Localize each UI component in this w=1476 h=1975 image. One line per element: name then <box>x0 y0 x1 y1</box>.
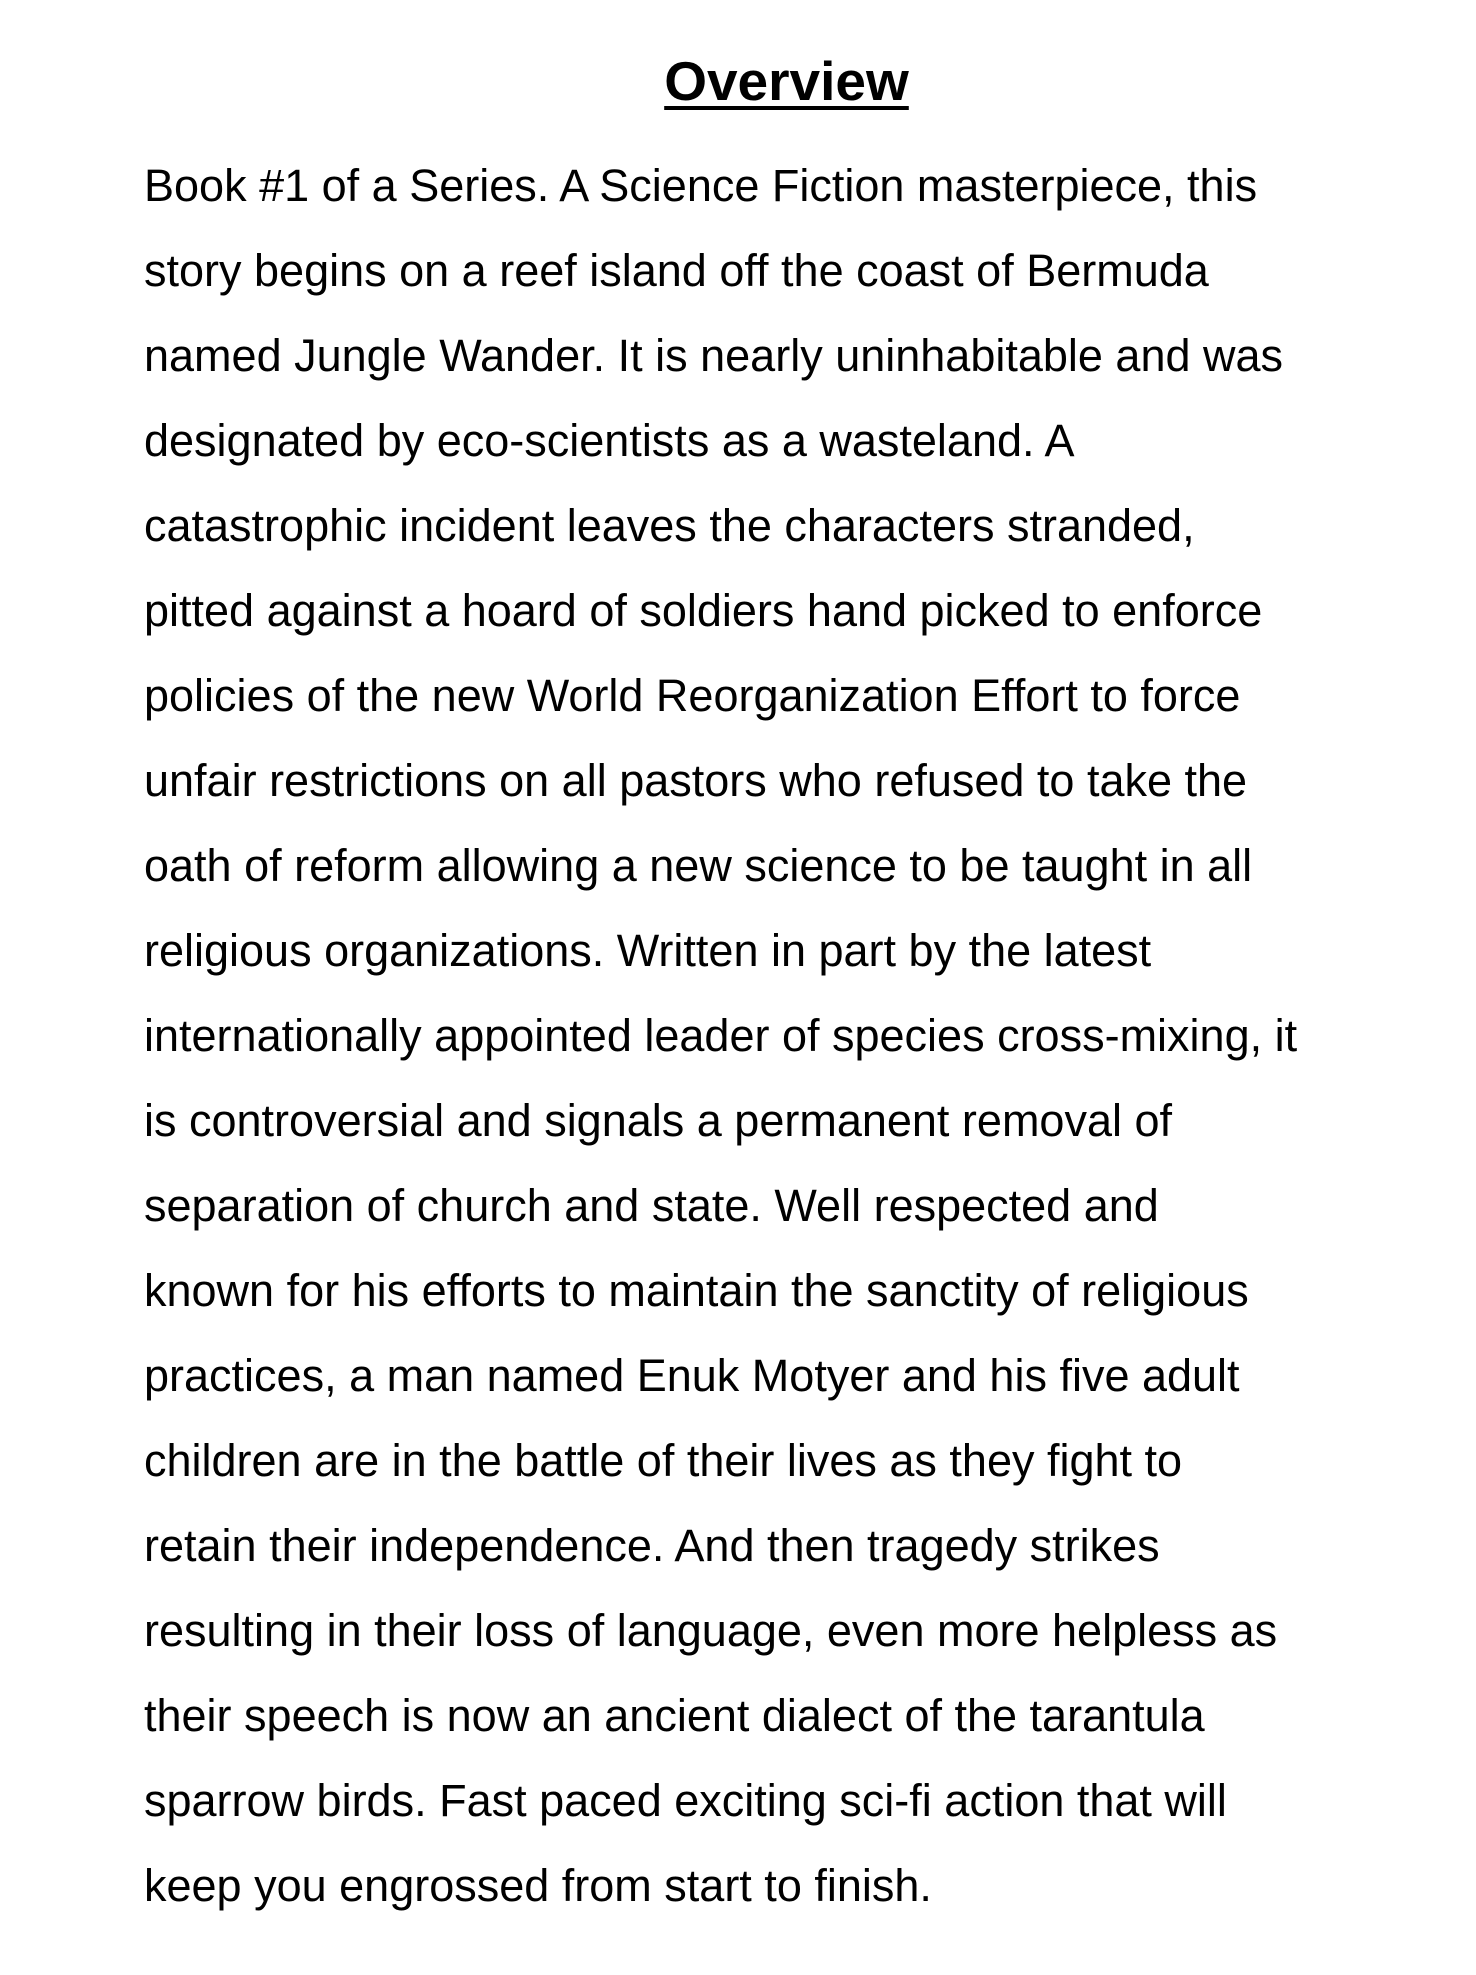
paragraph-line: keep you engrossed from start to finish. <box>144 1860 932 1911</box>
paragraph-line: children are in the battle of their lives as they fight to <box>144 1435 1183 1486</box>
overview-paragraph <box>144 143 1464 1928</box>
paragraph-line: catastrophic incident leaves the characters stranded, <box>144 500 1195 551</box>
paragraph-line: designated by eco-scientists as a wasteland. A <box>144 415 1075 466</box>
paragraph-line: resulting in their loss of language, even more helpless as <box>144 1605 1278 1656</box>
paragraph-line: Book #1 of a Series. A Science Fiction masterpiece, this <box>144 160 1258 211</box>
paragraph-line: internationally appointed leader of species cross-mixing, it <box>144 1010 1298 1061</box>
paragraph-line: oath of reform allowing a new science to be taught in all <box>144 840 1253 891</box>
paragraph-line: their speech is now an ancient dialect of the tarantula <box>144 1690 1205 1741</box>
paragraph-line: pitted against a hoard of soldiers hand picked to enforce <box>144 585 1263 636</box>
paragraph-line: retain their independence. And then tragedy strikes <box>144 1520 1160 1571</box>
paragraph-line: separation of church and state. Well respected and <box>144 1180 1159 1231</box>
paragraph-line: religious organizations. Written in part by the latest <box>144 925 1152 976</box>
paragraph-line: policies of the new World Reorganization Effort to force <box>144 670 1241 721</box>
paragraph-line: story begins on a reef island off the coast of Bermuda <box>144 245 1209 296</box>
paragraph-line: sparrow birds. Fast paced exciting sci-fi action that will <box>144 1775 1227 1826</box>
paragraph-line: named Jungle Wander. It is nearly uninhabitable and was <box>144 330 1284 381</box>
paragraph-line: unfair restrictions on all pastors who refused to take the <box>144 755 1248 806</box>
paragraph-line: is controversial and signals a permanent removal of <box>144 1095 1173 1146</box>
paragraph-line: practices, a man named Enuk Motyer and his five adult <box>144 1350 1240 1401</box>
paragraph-line: known for his efforts to maintain the sanctity of religious <box>144 1265 1249 1316</box>
page-title <box>0 46 1476 116</box>
page-title-text: Overview <box>664 50 909 112</box>
